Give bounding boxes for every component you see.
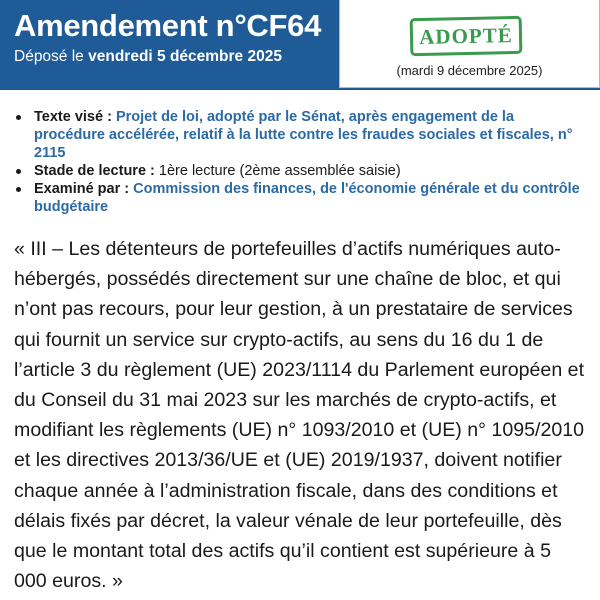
meta-label: Examiné par : xyxy=(34,181,134,197)
texte-vise-link[interactable]: Projet de loi, adopté par le Sénat, après engagement de la procédure accélérée, relatif à la lutte contre les fraudes sociales et fiscales, n° 2115 xyxy=(34,109,573,161)
adopted-stamp-label: ADOPTÉ xyxy=(418,22,513,49)
adopted-stamp xyxy=(410,16,523,56)
status-panel xyxy=(339,0,600,88)
amendment-header xyxy=(0,0,600,90)
meta-label: Stade de lecture : xyxy=(34,163,159,179)
meta-item-stade-lecture xyxy=(14,162,584,180)
amendment-metadata xyxy=(14,108,584,216)
meta-item-texte-vise xyxy=(14,108,584,162)
deposit-date-prefix: Déposé le xyxy=(14,48,89,65)
amendment-body-text: « III – Les détenteurs de portefeuilles d’actifs numériques auto-hébergés, possédés directement sur une chaîne de bloc, et qui n’ont pas recours, pour leur gestion, à un prestataire de services qui fournit un service sur crypto-actifs, au sens du 16 du 1 de l’article 3 du règlement (UE) 2023/1114 du Parlement européen et du Conseil du 31 mai 2023 sur les marchés de crypto-actifs, et modifiant les règlements (UE) n° 1093/2010 et (UE) n° 1095/2010 et les directives 2013/36/UE et (UE) 2019/1937, doivent notifier chaque année à l’administration fiscale, dans des conditions et délais fixés par décret, la valeur vénale de leur portefeuille, dès que le montant total des actifs qu’il contient est supérieure à 5 000 euros. » xyxy=(14,238,585,593)
deposit-date xyxy=(14,46,321,68)
header-title-block xyxy=(14,6,321,68)
meta-label: Texte visé : xyxy=(34,109,116,125)
stade-lecture-value: 1ère lecture (2ème assemblée saisie) xyxy=(158,163,401,179)
meta-item-examine-par xyxy=(14,180,584,216)
adoption-date: (mardi 9 décembre 2025) xyxy=(396,63,543,78)
deposit-date-value: vendredi 5 décembre 2025 xyxy=(88,48,282,65)
commission-link[interactable]: Commission des finances, de l'économie générale et du contrôle budgétaire xyxy=(34,181,580,215)
page-title: Amendement n°CF64 xyxy=(14,8,322,43)
